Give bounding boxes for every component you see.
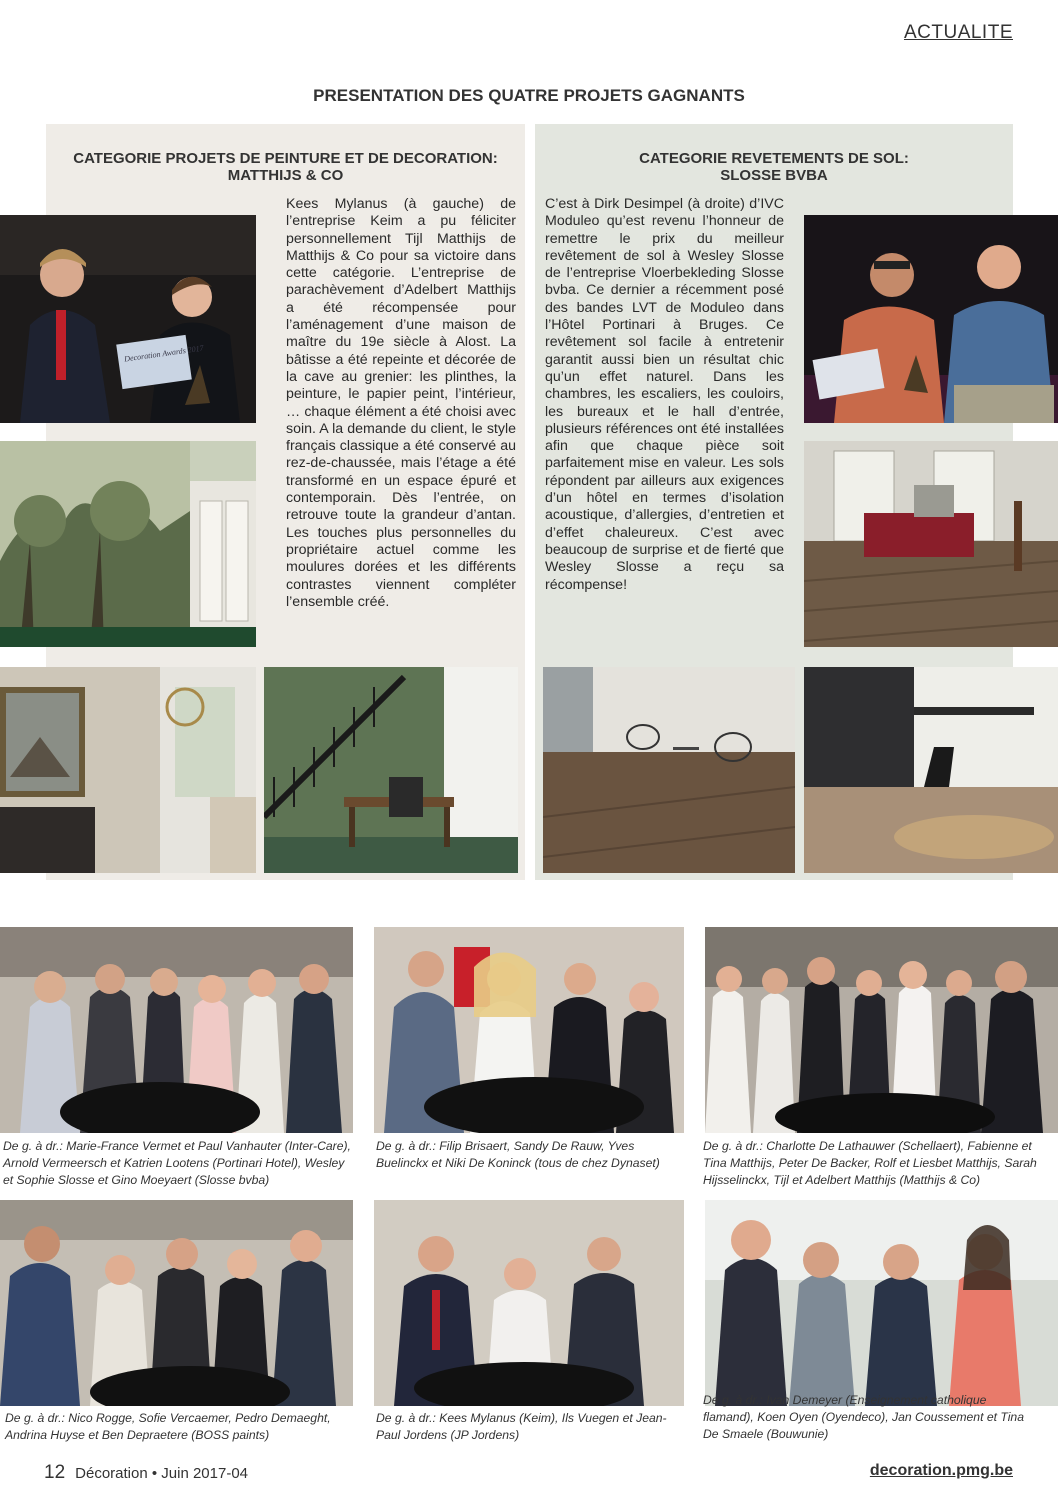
photo-event-group-6 — [705, 1200, 1058, 1406]
category-title-flooring — [535, 150, 1013, 184]
category-title-painting — [46, 150, 525, 184]
photo-modern-bedroom — [804, 667, 1058, 873]
category-title-painting-line1: CATEGORIE PROJETS DE PEINTURE ET DE DECORATION: — [73, 150, 498, 167]
photo-classic-salon — [0, 667, 256, 873]
photo-event-group-4 — [0, 1200, 353, 1406]
photo-event-group-2 — [374, 927, 684, 1133]
category-title-painting-line2: MATTHIJS & CO — [227, 167, 344, 184]
photo-event-group-1 — [0, 927, 353, 1133]
photo-mural-hallway — [0, 441, 256, 647]
footer-website-link[interactable]: decoration.pmg.be — [869, 1462, 1013, 1479]
photo-green-office — [264, 667, 518, 873]
photo-award-slosse — [804, 215, 1058, 423]
photo-hotel-lounge-chairs — [543, 667, 795, 873]
page-number: 12 — [44, 1462, 66, 1483]
photo-award-matthijs — [0, 215, 256, 423]
caption-event-4: De g. à dr.: Nico Rogge, Sofie Vercaemer, Pedro Demaeght, Andrina Huyse et Ben Depraetere (BOSS paints) — [5, 1411, 331, 1442]
photo-hotel-room-sofa — [804, 441, 1058, 647]
article-text-flooring: C’est à Dirk Desimpel (à droite) d’IVC Moduleo qu’est revenu l’honneur de remettre le prix du meilleur revêtement de sol à Wesley Slosse de l’entreprise Vloerbekleding Slosse bvba. Ce dernier a récemment posé des bandes LVT de Moduleo dans l’Hôtel Portinari à Bruges. Ce revêtement sol facile à entretenir garantit aussi bien un résultat chic qu’un effet naturel. Dans les chambres, les escaliers, les couloirs, les bureaux et le hall d’entrée, plusieurs références ont été installées afin que chaque pièce soit parfaitement mise en valeur. Les sols répondent par ailleurs aux exigences d’un hôtel en termes d’isolation acoustique, d’allergies, d’entretien et d’effet chaleureux. C’est avec beaucoup de surprise et de fierté que Wesley Slosse a reçu sa récompense! — [545, 196, 784, 593]
magazine-issue: Décoration • Juin 2017-04 — [75, 1465, 248, 1482]
section-label: ACTUALITE — [903, 22, 1013, 43]
caption-event-6: De g. à dr.: Ivan Demeyer (Enseignement catholique flamand), Koen Oyen (Oyendeco), Jan Coussement et Tina De Smaele (Bouwunie) — [703, 1393, 1024, 1441]
footer-page-info — [44, 1462, 248, 1484]
photo-event-group-3 — [705, 927, 1058, 1133]
category-title-flooring-line1: CATEGORIE REVETEMENTS DE SOL: — [639, 150, 909, 167]
photo-event-group-5 — [374, 1200, 684, 1406]
caption-event-1: De g. à dr.: Marie-France Vermet et Paul Vanhauter (Inter-Care), Arnold Vermeersch et Katrien Lootens (Portinari Hotel), Wesley et Sophie Slosse et Gino Moeyaert (Slosse bvba) — [3, 1139, 351, 1187]
caption-event-5: De g. à dr.: Kees Mylanus (Keim), Ils Vuegen et Jean-Paul Jordens (JP Jordens) — [376, 1411, 667, 1442]
page-title: PRESENTATION DES QUATRE PROJETS GAGNANTS — [313, 86, 745, 105]
article-text-painting: Kees Mylanus (à gauche) de l’entreprise Keim a pu féliciter personnellement Tijl Matthijs de Matthijs & Co pour sa victoire dans cette catégorie. L’entreprise de parachèvement d’Adelbert Matthijs a été récompensée pour l’aménagement d’une maison de maître du 19e siècle à Alost. La bâtisse a été repeinte et décorée de la cave au grenier: les plinthes, la peinture, le papier peint, l’intérieur, … chaque élément a été choisi avec soin. A la demande du client, le style français classique a été conservé au rez-de-chaussée, mais l’étage a été transformé en un espace épuré et contemporain. Dès l’entrée, on retrouve toute la grandeur d’antan. Les touches plus personnelles du propriétaire actuel comme les moulures dorées et les différents contrastes viennent compléter l’ensemble créé. — [286, 196, 516, 610]
caption-event-3: De g. à dr.: Charlotte De Lathauwer (Schellaert), Fabienne et Tina Matthijs, Peter De Backer, Rolf et Liesbet Matthijs, Sarah Hijsselinckx, Tijl et Adelbert Matthijs (Matthijs & Co) — [703, 1139, 1037, 1187]
category-title-flooring-line2: SLOSSE BVBA — [720, 167, 828, 184]
caption-event-2: De g. à dr.: Filip Brisaert, Sandy De Rauw, Yves Buelinckx et Niki De Koninck (tous de chez Dynaset) — [376, 1139, 660, 1170]
award-plaque-text: Decoration Awards 2017 — [123, 343, 205, 364]
